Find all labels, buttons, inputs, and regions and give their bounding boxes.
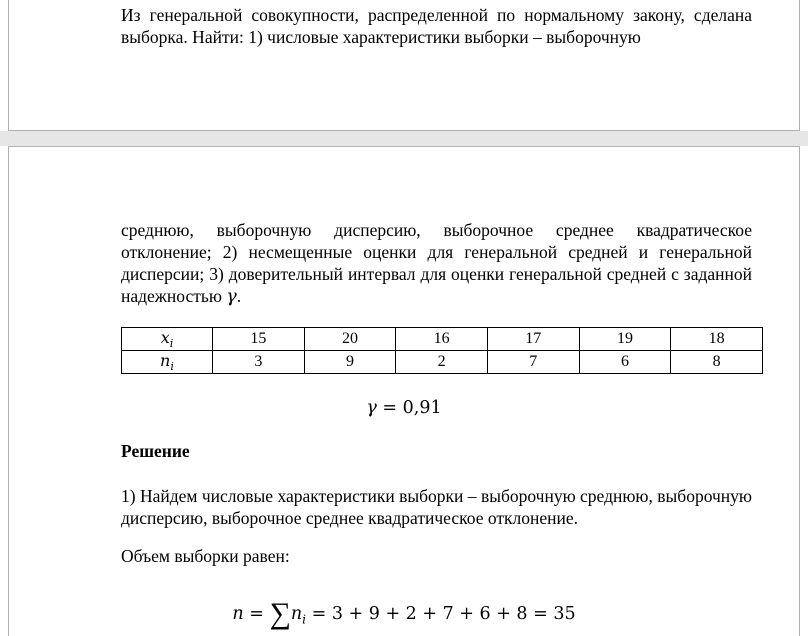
page-gap — [0, 131, 808, 146]
sample-volume-text: Объем выборки равен: — [121, 546, 290, 566]
gamma-equation: γ = 0,91 — [366, 398, 442, 418]
data-table — [121, 327, 763, 374]
table-header-n: $n_i$ — [122, 351, 213, 374]
table-cell: 15 — [213, 328, 305, 351]
sum-sign: ∑ — [269, 597, 291, 630]
solution-step1-text: 1) Найдем числовые характеристики выборки – выборочную среднюю, выборочную дисперсию, выборочное среднее квадратическое отклонение. — [121, 486, 752, 528]
table-cell: 19 — [579, 328, 671, 351]
table-header-x: $x_i$ — [122, 328, 213, 351]
table-cell: 3 — [213, 351, 305, 374]
sentence-period: . — [236, 286, 242, 306]
page-2 — [8, 146, 800, 636]
table-cell: 17 — [487, 328, 579, 351]
table-cell: 20 — [304, 328, 396, 351]
table-cell: 18 — [671, 328, 763, 351]
sample-size-formula: $n = \sum n_i = 3 + 9 + 2 + 7 + 6 + 8 = 35$ — [232, 597, 576, 630]
problem-continuation-text — [121, 219, 752, 308]
table-cell: 7 — [487, 351, 579, 374]
table-cell: 8 — [671, 351, 763, 374]
page-1 — [8, 0, 800, 131]
table-cell: 6 — [579, 351, 671, 374]
continuation-body: среднюю, выборочную дисперсию, выборочное среднее квадратическое отклонение; 2) несмещенные оценки для генеральной средней и генеральной дисперсии; 3) доверительный интервал для оценки генеральной средней с заданной надежностью — [121, 220, 752, 306]
gamma-symbol: γ — [226, 287, 237, 307]
table-cell: 9 — [304, 351, 396, 374]
table-row-x — [122, 328, 763, 351]
table-cell: 2 — [396, 351, 488, 374]
problem-intro-text: Из генеральной совокупности, распределенной по нормальному закону, сделана выборка. Найти: 1) числовые характеристики выборки – выборочную — [121, 5, 752, 47]
table-row-n — [122, 351, 763, 374]
solution-heading: Решение — [121, 441, 190, 461]
table-cell: 16 — [396, 328, 488, 351]
